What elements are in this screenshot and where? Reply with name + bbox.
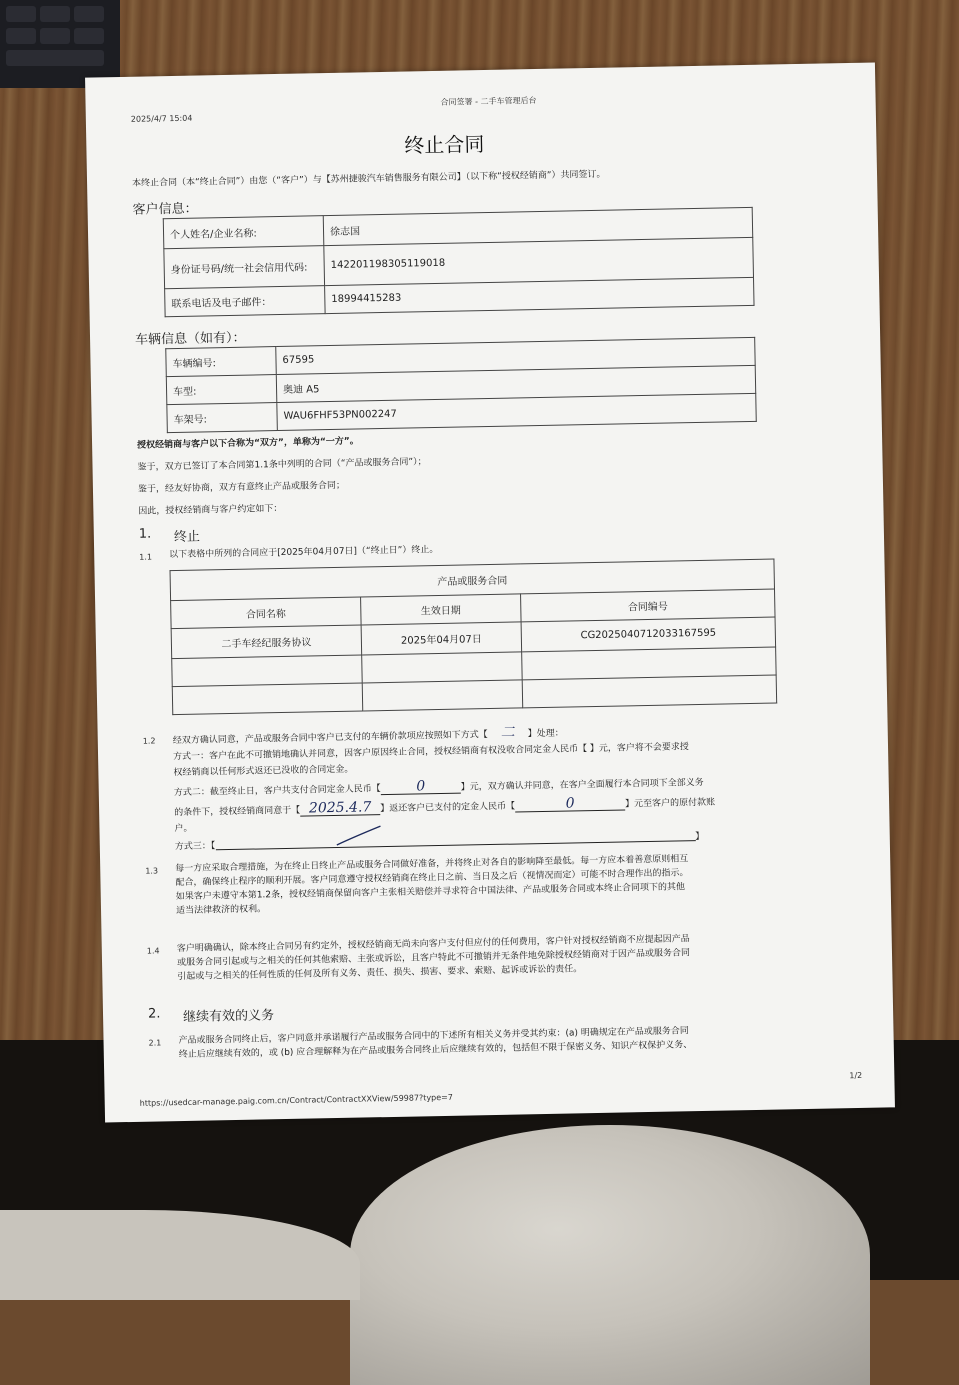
- clause-1-2-text: 经双方确认同意，产品或服务合同中客户已支付的车辆价款项应按照如下方式【: [172, 730, 488, 747]
- clause-2-1-line: 终止后应继续有效的，或 (b) 应合理解释为在产品或服务合同终止后应继续有效的，包括但不限于保密义务、知识产权保护义务、: [178, 1040, 693, 1061]
- clause-1-3-line: 配合，确保终止程序的顺利开展。客户同意遵守授权经销商在终止日之前、当日及之后（视情况而定）可能不时合理作出的指示。: [175, 868, 689, 889]
- col-effective-date: 生效日期: [361, 594, 522, 625]
- customer-contact-label: 联系电话及电子邮件：: [165, 286, 326, 317]
- vehicle-number-value: 67595: [276, 337, 755, 374]
- vehicle-heading: 车辆信息（如有）：: [134, 330, 246, 348]
- section-2-number: 2.: [147, 1006, 161, 1022]
- clause-1-4-number: 1.4: [146, 946, 160, 956]
- empty-cell: [172, 655, 363, 687]
- recital-whereas-1: 鉴于，双方已签订了本合同第1.1条中列明的合同（“产品或服务合同”）；: [137, 457, 427, 473]
- contracts-table: [170, 559, 778, 716]
- clause-1-4-text: [177, 929, 878, 984]
- handwritten-amount-2: 0: [515, 795, 625, 812]
- customer-id-label: 身份证号码/统一社会信用代码:: [164, 246, 325, 289]
- method-two-line-3: 户。: [174, 823, 193, 835]
- document-title: 终止合同: [404, 132, 485, 158]
- clause-1-3-text: [175, 849, 876, 918]
- vehicle-model-value: 奥迪 A5: [276, 365, 755, 402]
- customer-name-label: 个人姓名/企业名称:: [163, 216, 324, 249]
- clause-1-3-line: 如果客户未遵守本第1.2条，授权经销商保留向客户主张相关赔偿并寻求符合中国法律、产品或服务合同或本终止合同项下的其他: [175, 882, 686, 903]
- contracts-table-caption: 产品或服务合同: [170, 559, 774, 601]
- col-contract-number: 合同编号: [521, 589, 775, 622]
- section-2-title: 继续有效的义务: [182, 1008, 275, 1025]
- clause-1-4-line: 或服务合同引起或与之相关的任何其他索赔、主张或诉讼，且客户特此不可撤销并无条件地免除授权经销商对于因产品或服务合同: [176, 948, 691, 969]
- customer-id-value: 142201198305119018: [324, 237, 754, 285]
- customer-name-value: 徐志国: [323, 207, 752, 245]
- method-two-text: 方式二：截至终止日，客户共支付合同定金人民币【: [173, 784, 381, 799]
- keyboard: [0, 0, 120, 88]
- vin-label: 车架号:: [167, 403, 278, 433]
- clause-1-4-line: 引起或与之相关的任何性质的任何及所有义务、责任、损失、损害、要求、索赔、起诉或诉讼的责任。: [177, 964, 583, 983]
- empty-cell: [362, 680, 523, 711]
- clause-1-4-line: 客户明确确认，除本终止合同另有约定外，授权经销商无尚未向客户支付但应付的任何费用，客户针对授权经销商不应提起因产品: [176, 934, 690, 955]
- clause-2-1-text: [178, 1021, 878, 1062]
- clause-1-1-text: 以下表格中所列的合同应于[2025年04月07日]（“终止日”）终止。: [169, 544, 439, 561]
- handwritten-method: 二: [500, 724, 515, 741]
- method-two-text: 】元，双方确认并同意，在客户全面履行本合同项下全部义务: [460, 777, 704, 793]
- cell-effective-date: 2025年04月07日: [361, 622, 522, 655]
- recital-therefore: 因此，授权经销商与客户约定如下：: [138, 503, 283, 517]
- cell-contract-name: 二手车经纪服务协议: [171, 625, 362, 659]
- vehicle-table: [165, 337, 757, 433]
- knee: [350, 1125, 870, 1385]
- footer-url: https://usedcar-manage.paig.com.cn/Contract/ContractXXView/59987?type=7: [139, 1092, 454, 1108]
- clause-2-1-line: 产品或服务合同终止后，客户同意并承诺履行产品或服务合同中的下述所有相关义务并受其约束：(a) 明确规定在产品或服务合同: [178, 1026, 689, 1047]
- clause-1-2-text: 】处理：: [527, 728, 564, 740]
- empty-cell: [362, 652, 523, 683]
- section-1-number: 1.: [138, 526, 152, 542]
- clause-1-3-line: 每一方应采取合理措施，为在终止日终止产品或服务合同做好准备，并将终止对各自的影响降至最低。每一方应本着善意原则相互: [175, 854, 689, 875]
- method-one-line-2: 权经销商以任何形式返还已没收的合同定金。: [173, 764, 354, 779]
- cell-contract-number: CG2025040712033167595: [521, 617, 776, 652]
- empty-cell: [522, 675, 776, 708]
- customer-heading: 客户信息：: [132, 201, 198, 218]
- vehicle-model-label: 车型:: [166, 375, 277, 405]
- recital-parties: 授权经销商与客户以下合称为“双方”，单称为“一方”。: [137, 436, 359, 451]
- method-one-line-1: 方式一：客户在此不可撤销地确认并同意，因客户原因终止合同，授权经销商有权没收合同定金人民币【 】元，客户将不会要求授: [173, 742, 689, 763]
- method-two-text: 的条件下，授权经销商同意于【: [174, 805, 301, 819]
- empty-cell: [172, 683, 363, 715]
- vehicle-number-label: 车辆编号:: [166, 347, 277, 377]
- clause-1-3-line: 适当法律救济的权利。: [175, 904, 267, 917]
- intro-paragraph: 本终止合同（本“终止合同”）由您（“客户”）与【苏州捷骏汽车销售服务有限公司】（以下称“授权经销商”）共同签订。: [131, 169, 606, 189]
- method-three-line: [175, 829, 735, 854]
- method-two-text: 】返还客户已支付的定金人民币【: [380, 801, 516, 815]
- section-1-title: 终止: [173, 529, 201, 546]
- clause-2-1-number: 2.1: [148, 1038, 162, 1048]
- col-contract-name: 合同名称: [171, 597, 362, 629]
- handwritten-strike: [334, 824, 384, 847]
- customer-contact-value: 18994415283: [325, 277, 754, 313]
- clause-1-3-number: 1.3: [145, 866, 159, 876]
- handwritten-amount-1: 0: [381, 779, 461, 796]
- handwritten-date: 2025.4.7: [300, 800, 380, 817]
- print-datetime: 2025/4/7 15:04: [130, 113, 193, 124]
- method-two-text: 】元至客户的原付款账: [625, 797, 716, 810]
- page-number: 1/2: [849, 1070, 863, 1081]
- clause-1-2-number: 1.2: [142, 736, 156, 746]
- clause-1-1-number: 1.1: [139, 552, 153, 562]
- vin-value: WAU6FHF53PN002247: [277, 393, 756, 430]
- recital-whereas-2: 鉴于，经友好协商，双方有意终止产品或服务合同；: [137, 480, 346, 495]
- method-three-text: 方式三：【: [174, 841, 216, 853]
- method-three-blank: [215, 840, 695, 850]
- customer-table: [163, 207, 755, 317]
- site-title: 合同签署 - 二手车管理后台: [440, 96, 537, 107]
- method-three-text: 】: [695, 831, 705, 843]
- contract-page: [85, 63, 895, 1123]
